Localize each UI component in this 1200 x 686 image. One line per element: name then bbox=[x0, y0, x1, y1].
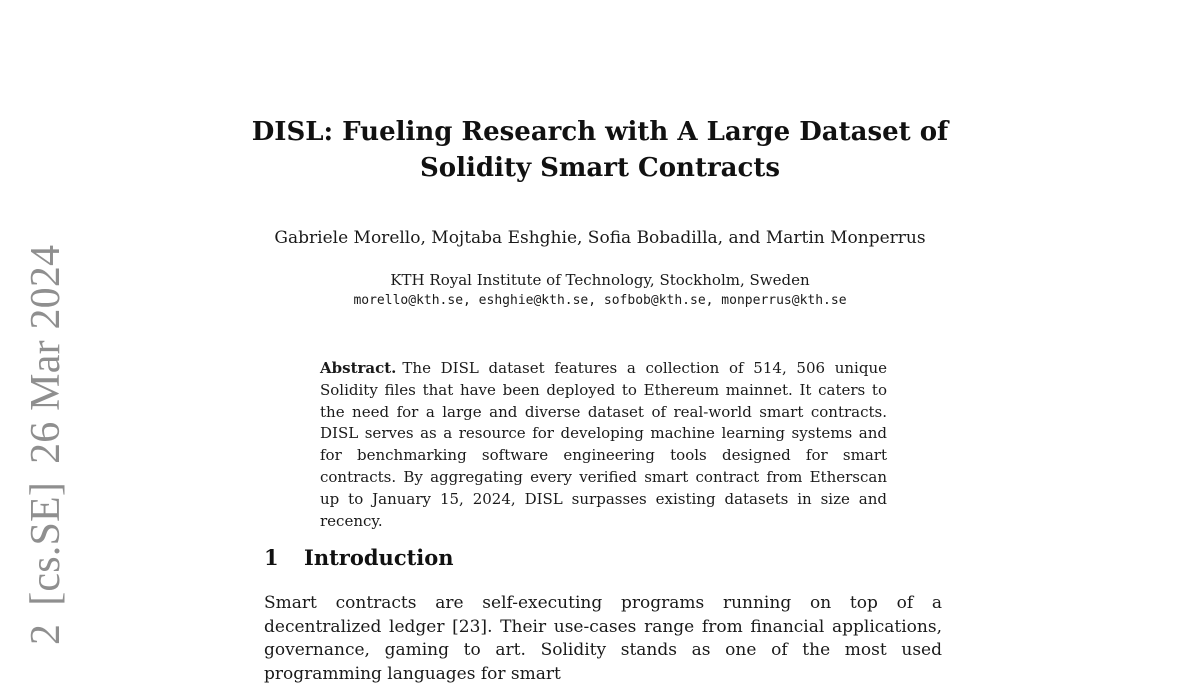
abstract bbox=[320, 358, 887, 532]
arxiv-category: [cs.SE] bbox=[23, 481, 69, 606]
introduction-paragraph: Smart contracts are self-executing programs running on top of a decentralized ledger [23]. Their use-cases range from financial applications, governance, gaming to art. Solidity stands as one of the most used programming languages for smart bbox=[264, 593, 942, 684]
author-emails: morello@kth.se, eshghie@kth.se, sofbob@kth.se, monperrus@kth.se bbox=[353, 293, 847, 308]
affiliation: KTH Royal Institute of Technology, Stockholm, Sweden bbox=[390, 271, 810, 289]
section-number: 1 bbox=[264, 545, 279, 570]
abstract-text: The DISL dataset features a collection of 514, 506 unique Solidity files that have been deployed to Ethereum mainnet. It caters to the need for a large and diverse dataset of real-world smart contracts. DISL serves as a resource for developing machine learning systems and for benchmarking software engineering tools designed for smart contracts. By aggregating every verified smart contract from Etherscan up to January 15, 2024, DISL surpasses existing datasets in size and recency. bbox=[320, 359, 887, 530]
abstract-label: Abstract. bbox=[320, 359, 397, 377]
arxiv-date: 26 Mar 2024 bbox=[23, 244, 69, 464]
paper-title-line-1: DISL: Fueling Research with A Large Dataset of bbox=[251, 117, 949, 147]
section-title: Introduction bbox=[304, 545, 454, 570]
arxiv-id-fragment: 2 bbox=[23, 623, 69, 645]
paper-title-line-2: Solidity Smart Contracts bbox=[420, 153, 780, 183]
author-list: Gabriele Morello, Mojtaba Eshghie, Sofia Bobadilla, and Martin Monperrus bbox=[274, 228, 926, 248]
section-heading bbox=[264, 544, 454, 572]
paper-title bbox=[0, 114, 1200, 186]
